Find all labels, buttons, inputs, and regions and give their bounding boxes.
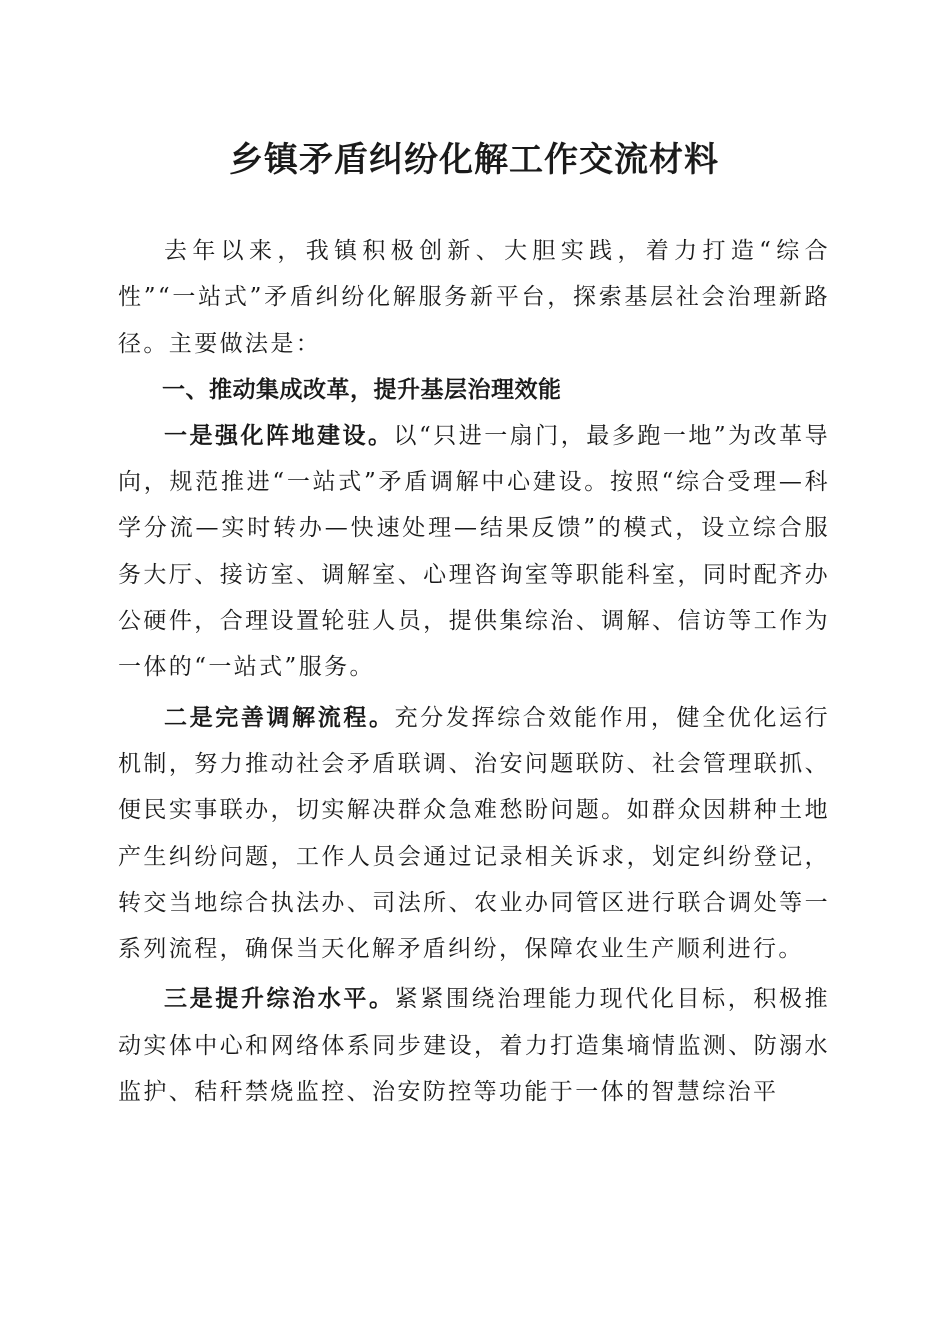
intro-paragraph: 去年以来，我镇积极创新、大胆实践，着力打造“综合性”“一站式”矛盾纠纷化解服务新平台，探索基层社会治理新路径。主要做法是： bbox=[118, 238, 830, 357]
item-3-text: 紧紧围绕治理能力现代化目标，积极推动实体中心和网络体系同步建设，着力打造集墒情监测、防溺水监护、秸秆禁烧监控、治安防控等功能于一体的智慧综治平 bbox=[118, 986, 830, 1106]
document-body bbox=[118, 228, 830, 1115]
item-2-text: 充分发挥综合效能作用，健全优化运行机制，努力推动社会矛盾联调、治安问题联防、社会管理联抓、便民实事联办，切实解决群众急难愁盼问题。如群众因耕种土地产生纠纷问题，工作人员会通过记录相关诉求，划定纠纷登记，转交当地综合执法办、司法所、农业办同管区进行联合调处等一系列流程，确保当天化解矛盾纠纷，保障农业生产顺利进行。 bbox=[118, 704, 830, 963]
paragraph-item-3 bbox=[118, 976, 830, 1115]
paragraph-item-1 bbox=[118, 413, 830, 691]
item-3-lead: 三是提升综治水平。 bbox=[164, 985, 395, 1013]
item-1-lead: 一是强化阵地建设。 bbox=[164, 421, 394, 449]
item-2-lead: 二是完善调解流程。 bbox=[164, 703, 395, 731]
paragraph-item-2 bbox=[118, 695, 830, 973]
document-title: 乡镇矛盾纠纷化解工作交流材料 bbox=[229, 140, 719, 180]
item-1-text: 以“只进一扇门，最多跑一地”为改革导向，规范推进“一站式”矛盾调解中心建设。按照“综合受理—科学分流—实时转办—快速处理—结果反馈”的模式，设立综合服务大厅、接访室、调解室、心理咨询室等职能科室，同时配齐办公硬件，合理设置轮驻人员，提供集综治、调解、信访等工作为一体的“一站式”服务。 bbox=[118, 422, 830, 681]
section-heading-1: 一、推动集成改革，提升基层治理效能 bbox=[162, 376, 562, 403]
